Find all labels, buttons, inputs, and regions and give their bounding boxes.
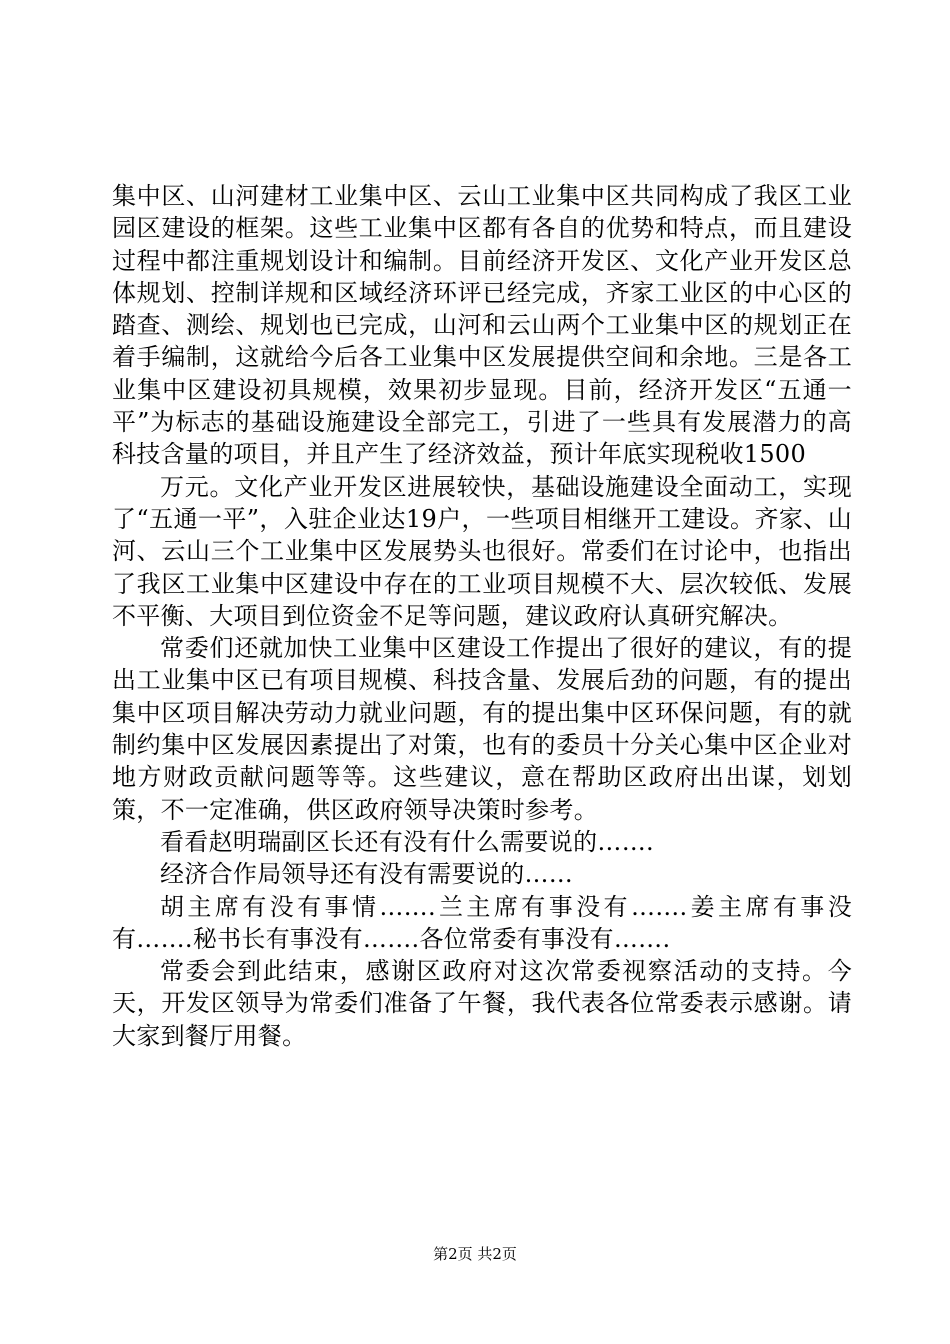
paragraph-3: 常委们还就加快工业集中区建设工作提出了很好的建议，有的提出工业集中区已有项目规模、科技含量、发展后劲的问题，有的提出集中区项目解决劳动力就业问题，有的提出集中区环保问题，有的就制约集中区发展因素提出了对策，也有的委员十分关心集中区企业对地方财政贡献问题等等。这些建议，意在帮助区政府出出谋，划划策，不一定准确，供区政府领导决策时参考。 [112, 634, 852, 824]
paragraph-5: 经济合作局领导还有没有需要说的…… [160, 860, 574, 889]
page-number-footer: 第2页 共2页 [433, 1245, 517, 1263]
paragraph-1: 集中区、山河建材工业集中区、云山工业集中区共同构成了我区工业园区建设的框架。这些工业集中区都有各自的优势和特点，而且建设过程中都注重规划设计和编制。目前经济开发区、文化产业开发区总体规划、控制详规和区域经济环评已经完成，齐家工业区的中心区的踏查、测绘、规划也已完成，山河和云山两个工业集中区的规划正在着手编制，这就给今后各工业集中区发展提供空间和余地。三是各工业集中区建设初具规模，效果初步显现。目前，经济开发区“五通一平”为标志的基础设施建设全部完工，引进了一些具有发展潜力的高科技含量的项目，并且产生了经济效益，预计年底实现税收1500 [112, 182, 852, 469]
paragraph-7: 常委会到此结束，感谢区政府对这次常委视察活动的支持。今天，开发区领导为常委们准备了午餐，我代表各位常委表示感谢。请大家到餐厅用餐。 [112, 957, 852, 1050]
paragraph-6: 胡主席有没有事情…….兰主席有事没有…….姜主席有事没有…….秘书长有事没有…….各位常委有事没有……. [112, 892, 852, 953]
paragraph-2: 万元。文化产业开发区进展较快，基础设施建设全面动工，实现了“五通一平”，入驻企业达19户，一些项目相继开工建设。齐家、山河、云山三个工业集中区发展势头也很好。常委们在讨论中，也指出了我区工业集中区建设中存在的工业项目规模不大、层次较低、发展不平衡、大项目到位资金不足等问题，建议政府认真研究解决。 [112, 472, 852, 630]
paragraph-4: 看看赵明瑞副区长还有没有什么需要说的……. [160, 827, 654, 856]
document-body [112, 180, 852, 1052]
